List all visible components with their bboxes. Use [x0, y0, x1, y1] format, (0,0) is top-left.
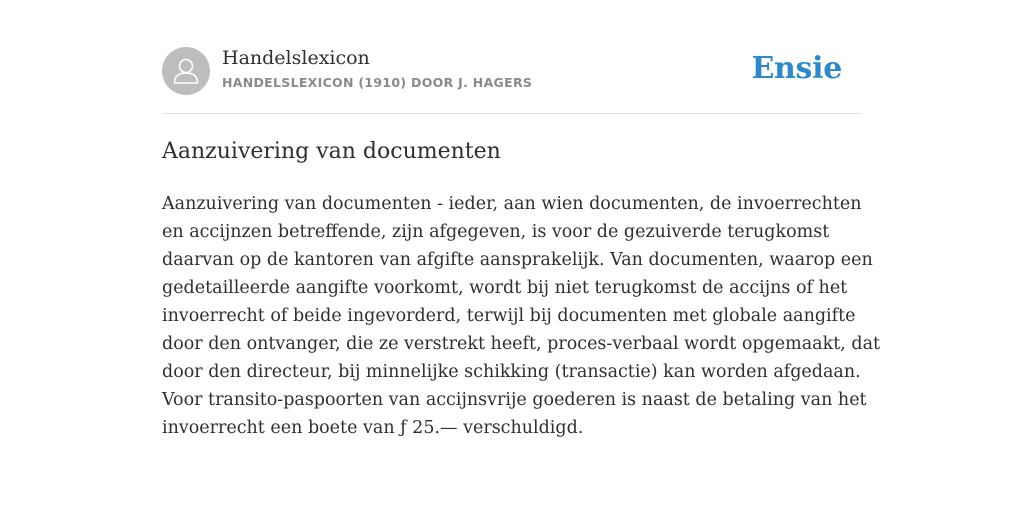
- ensie-logo[interactable]: Ensie: [751, 51, 842, 86]
- user-silhouette-icon: [162, 47, 210, 95]
- source-header: [162, 0, 862, 114]
- page: [162, 0, 881, 438]
- entry-text-line: daarvan op de kantoren van afgifte aansprakelijk. Van documenten, waarop een: [162, 250, 873, 270]
- entry-text-line: door den directeur, bij minnelijke schikking (transactie) kan worden afgedaan.: [162, 362, 861, 382]
- entry-text-line: Aanzuivering van documenten - ieder, aan wien documenten, de invoerrechten: [162, 194, 862, 214]
- user-avatar-icon[interactable]: [162, 47, 210, 95]
- entry-body: [162, 190, 881, 442]
- entry-text-line: door den ontvanger, die ze verstrekt heeft, proces-verbaal wordt opgemaakt, dat: [162, 334, 881, 354]
- entry-text-line: invoerrecht een boete van ƒ 25.— verschuldigd.: [162, 418, 584, 438]
- entry-text-line: en accijnzen betreffende, zijn afgegeven, is voor de gezuiverde terugkomst: [162, 222, 830, 242]
- source-subtitle: HANDELSLEXICON (1910) DOOR J. HAGERS: [222, 75, 533, 90]
- entry-text-line: gedetailleerde aangifte voorkomt, wordt bij niet terugkomst de accijns of het: [162, 278, 848, 298]
- entry-title: Aanzuivering van documenten: [162, 139, 501, 164]
- entry-text-line: invoerrecht of beide ingevorderd, terwijl bij documenten met globale aangifte: [162, 306, 856, 326]
- source-title[interactable]: Handelslexicon: [222, 47, 370, 69]
- entry-text-line: Voor transito-paspoorten van accijnsvrije goederen is naast de betaling van het: [162, 390, 867, 410]
